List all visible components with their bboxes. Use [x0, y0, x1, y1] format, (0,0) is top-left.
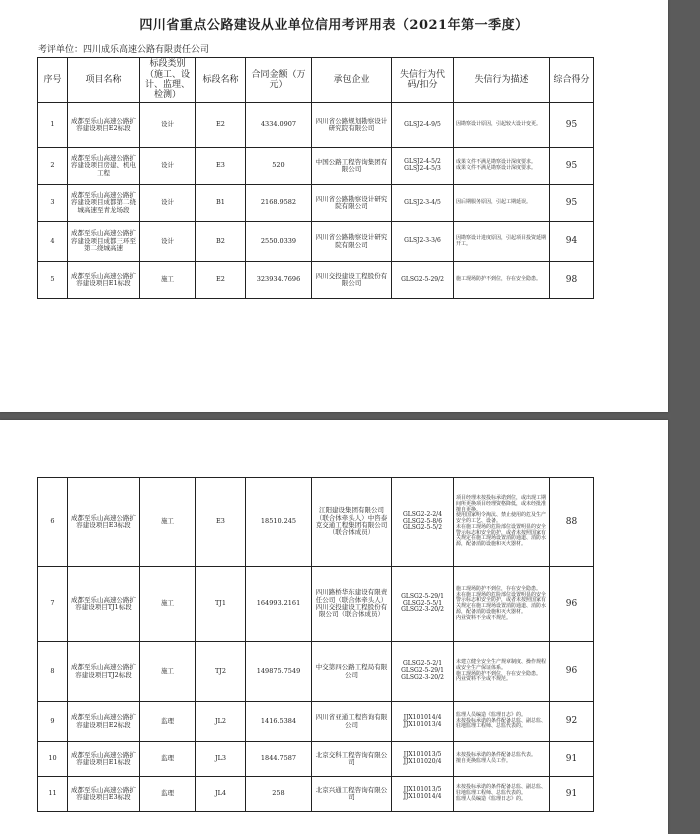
- row-number: 4: [38, 222, 68, 262]
- table-row: [38, 478, 594, 567]
- section-name: E3: [196, 148, 246, 185]
- row-number: 1: [38, 103, 68, 148]
- contractor-name: 江阳建设集团有限公司（联合体牵头人）中咨泰克交通工程集团有限公司（联合体成员）: [312, 478, 392, 567]
- section-name: B1: [196, 185, 246, 222]
- col-header: 标段名称: [196, 58, 246, 103]
- project-name: 成都至乐山高速公路扩容建设项目房建、机电工程: [68, 148, 140, 185]
- violation-description: 施工现场防护不到位，存在安全隐患。 未在施工现场的危险部位设置明显的安全警示标志和安全防护，或者未按照国家有关规定在施工现场设置消防通道、消防水源，配备消防设施和灭火器材。 内业资料不全或不规范。: [454, 567, 550, 642]
- contract-amount: 2168.9582: [246, 185, 312, 222]
- col-header: 合同金额（万元）: [246, 58, 312, 103]
- contract-amount: 149875.7549: [246, 642, 312, 702]
- table-row: [38, 702, 594, 742]
- document-title: 四川省重点公路建设从业单位信用考评用表（2021年第一季度）: [139, 18, 529, 33]
- contract-amount: 2550.0339: [246, 222, 312, 262]
- project-name: 成都至乐山高速公路扩容建设项目E1标段: [68, 742, 140, 777]
- project-name: 成都至乐山高速公路扩容建设项目成都第二绕城高速至青龙场段: [68, 185, 140, 222]
- section-category: 施工: [140, 262, 196, 299]
- table-row: [38, 567, 594, 642]
- violation-description: 未建立健全安全生产规章制度、操作规程或安全生产保证体系。 施工现场防护不到位，存在安全隐患。 内业资料不全或不规范。: [454, 642, 550, 702]
- contract-amount: 258: [246, 777, 312, 812]
- section-category: 监理: [140, 702, 196, 742]
- violation-code: GLSG2-5-29/1 GLSG2-5-5/1 GLSG2-3-20/2: [392, 567, 454, 642]
- violation-description: 施工现场防护不到位，存在安全隐患。: [454, 262, 550, 299]
- violation-description: 因勘察设计原因，引起较大设计变更。: [454, 103, 550, 148]
- table-row: [38, 262, 594, 299]
- contractor-name: 中交第四公路工程局有限公司: [312, 642, 392, 702]
- violation-description: 因勘察设计进度原因，引起项目投资延期开工。: [454, 222, 550, 262]
- contract-amount: 323934.7696: [246, 262, 312, 299]
- violation-code: GLSG2-5-2/1 GLSG2-5-29/1 GLSG2-3-20/2: [392, 642, 454, 702]
- contractor-name: 四川省亚通工程咨询有限公司: [312, 702, 392, 742]
- contract-amount: 4334.0907: [246, 103, 312, 148]
- col-header: 标段类别（施工、设计、监理、检测）: [140, 58, 196, 103]
- row-number: 7: [38, 567, 68, 642]
- violation-code: JJX101013/5 JJX101014/4: [392, 777, 454, 812]
- col-header: 序号: [38, 58, 68, 103]
- violation-description: 成果文件不满足勘察设计深度要求。 成果文件不满足勘察设计深度要求。: [454, 148, 550, 185]
- row-number: 2: [38, 148, 68, 185]
- col-header: 综合得分: [550, 58, 594, 103]
- violation-code: GLSJ2-4-9/5: [392, 103, 454, 148]
- section-name: E3: [196, 478, 246, 567]
- section-name: TJ1: [196, 567, 246, 642]
- violation-code: JJX101013/5 JJX101020/4: [392, 742, 454, 777]
- section-name: E2: [196, 262, 246, 299]
- contract-amount: 164993.2161: [246, 567, 312, 642]
- section-name: JL4: [196, 777, 246, 812]
- contractor-name: 北京兴通工程咨询有限公司: [312, 777, 392, 812]
- project-name: 成都至乐山高速公路扩容建设项目E2标段: [68, 702, 140, 742]
- section-name: JL3: [196, 742, 246, 777]
- row-number: 8: [38, 642, 68, 702]
- contractor-name: 中国公路工程咨询集团有限公司: [312, 148, 392, 185]
- table-row: [38, 642, 594, 702]
- contractor-name: 四川省公路勘察设计研究院有限公司: [312, 222, 392, 262]
- violation-description: 因后期服务原因，引起工期延误。: [454, 185, 550, 222]
- section-name: E2: [196, 103, 246, 148]
- overall-score: 95: [550, 148, 594, 185]
- col-header: 失信行为代码/扣分: [392, 58, 454, 103]
- overall-score: 95: [550, 185, 594, 222]
- row-number: 11: [38, 777, 68, 812]
- contractor-name: 北京交科工程咨询有限公司: [312, 742, 392, 777]
- overall-score: 95: [550, 103, 594, 148]
- project-name: 成都至乐山高速公路扩容建设项目E3标段: [68, 478, 140, 567]
- row-number: 3: [38, 185, 68, 222]
- overall-score: 91: [550, 742, 594, 777]
- section-category: 设计: [140, 185, 196, 222]
- violation-description: 未按投标承诺的条件配备总监代表。 擅自更换监理人员工作。: [454, 742, 550, 777]
- overall-score: 88: [550, 478, 594, 567]
- overall-score: 98: [550, 262, 594, 299]
- violation-code: GLSG2-2-2/4 GLSG2-5-8/6 GLSG2-5-5/2: [392, 478, 454, 567]
- section-category: 监理: [140, 777, 196, 812]
- table-row: [38, 185, 594, 222]
- violation-description: 项目经理未按投标承诺到位，或出现工期间所更换项目经理资格降低，或未经批准擅自更换。 使用国家明令淘汰、禁止使用的危及生产安全的工艺、设备。 未在施工现场的危险部位设置明显的安全警示标志和安全防护，或者未按照国家有关规定在施工现场设置消防通道、消防水源，配备消防设施和灭火器材。: [454, 478, 550, 567]
- contract-amount: 1416.5384: [246, 702, 312, 742]
- overall-score: 92: [550, 702, 594, 742]
- violation-code: GLSJ2-3-3/6: [392, 222, 454, 262]
- section-category: 监理: [140, 742, 196, 777]
- project-name: 成都至乐山高速公路扩容建设项目E1标段: [68, 262, 140, 299]
- row-number: 9: [38, 702, 68, 742]
- violation-description: 未按投标承诺的条件配备总监、副总监、驻地监理工程师、总监代表的。 监理人员编造《监理日志》的。: [454, 777, 550, 812]
- section-category: 施工: [140, 478, 196, 567]
- contract-amount: 18510.245: [246, 478, 312, 567]
- table-row: [38, 222, 594, 262]
- contractor-name: 四川省公路勘察设计研究院有限公司: [312, 185, 392, 222]
- section-category: 设计: [140, 103, 196, 148]
- violation-code: GLSJ2-3-4/5: [392, 185, 454, 222]
- contractor-name: 四川路桥华东建设有限责任公司（联合体牵头人）四川交投建设工程股份有限公司（联合体成员）: [312, 567, 392, 642]
- table-row: [38, 103, 594, 148]
- project-name: 成都至乐山高速公路扩容建设项目E2标段: [68, 103, 140, 148]
- contract-amount: 520: [246, 148, 312, 185]
- contractor-name: 四川省公路规划勘察设计研究院有限公司: [312, 103, 392, 148]
- table-row: [38, 777, 594, 812]
- violation-code: GLSG2-5-29/2: [392, 262, 454, 299]
- evaluated-unit: 考评单位：四川成乐高速公路有限责任公司: [38, 45, 210, 55]
- section-category: 设计: [140, 148, 196, 185]
- overall-score: 96: [550, 642, 594, 702]
- violation-code: JJX101014/4 JJX101013/4: [392, 702, 454, 742]
- col-header: 承包企业: [312, 58, 392, 103]
- credit-table-page-1: [37, 57, 594, 299]
- row-number: 6: [38, 478, 68, 567]
- section-category: 设计: [140, 222, 196, 262]
- row-number: 10: [38, 742, 68, 777]
- violation-code: GLSJ2-4-5/2 GLSJ2-4-5/3: [392, 148, 454, 185]
- table-row: [38, 742, 594, 777]
- row-number: 5: [38, 262, 68, 299]
- overall-score: 96: [550, 567, 594, 642]
- section-name: B2: [196, 222, 246, 262]
- overall-score: 91: [550, 777, 594, 812]
- project-name: 成都至乐山高速公路扩容建设项目E3标段: [68, 777, 140, 812]
- credit-table-page-2: [37, 477, 594, 812]
- contract-amount: 1844.7587: [246, 742, 312, 777]
- col-header: 项目名称: [68, 58, 140, 103]
- section-name: JL2: [196, 702, 246, 742]
- project-name: 成都至乐山高速公路扩容建设项目TJ2标段: [68, 642, 140, 702]
- violation-description: 监理人员编造《监理日志》的。 未按投标承诺的条件配备总监、副总监、驻地监理工程师、总监代表的。: [454, 702, 550, 742]
- overall-score: 94: [550, 222, 594, 262]
- section-name: TJ2: [196, 642, 246, 702]
- section-category: 施工: [140, 567, 196, 642]
- table-row: [38, 148, 594, 185]
- project-name: 成都至乐山高速公路扩容建设项目TJ1标段: [68, 567, 140, 642]
- section-category: 施工: [140, 642, 196, 702]
- project-name: 成都至乐山高速公路扩容建设项目成都三环至第二绕城高速: [68, 222, 140, 262]
- table-header-row: [38, 58, 594, 103]
- contractor-name: 四川交投建设工程股份有限公司: [312, 262, 392, 299]
- col-header: 失信行为描述: [454, 58, 550, 103]
